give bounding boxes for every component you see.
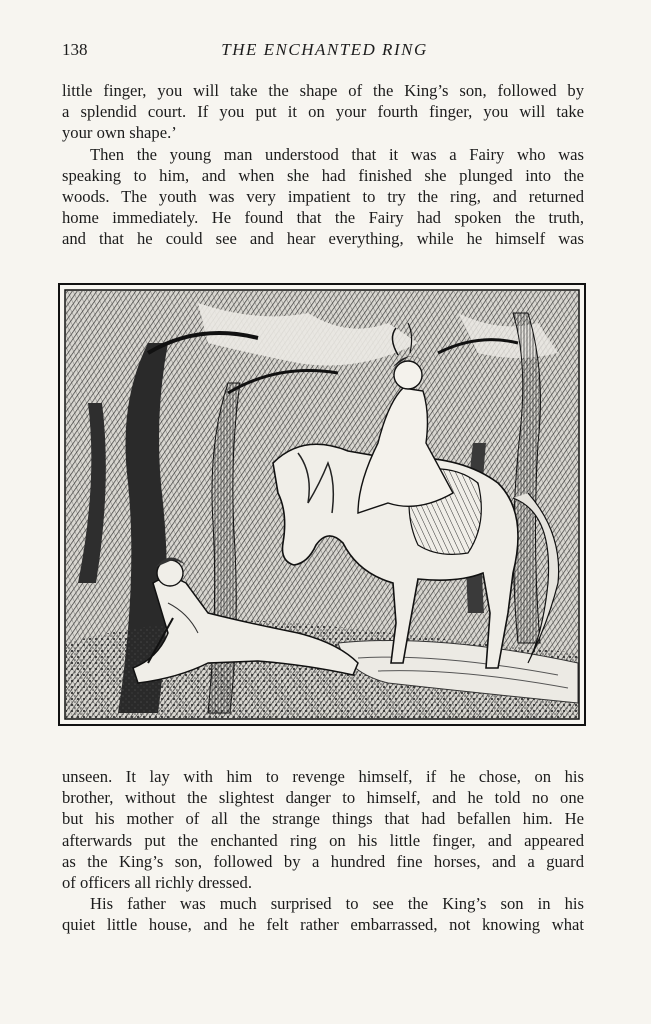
- engraving-image: [58, 283, 586, 726]
- paragraph: [62, 80, 584, 144]
- top-text-block: [62, 80, 584, 250]
- text-line: but his mother of all the strange things that had befallen him. He: [62, 809, 584, 829]
- paragraph: [62, 893, 584, 935]
- text-line: unseen. It lay with him to revenge himself, if he chose, on his: [62, 767, 584, 786]
- paragraph: [62, 766, 584, 893]
- running-title: THE ENCHANTED RING: [221, 40, 428, 59]
- text-line: home immediately. He found that the Fairy had spoken the truth,: [62, 208, 584, 228]
- text-line: a splendid court. If you put it on your fourth finger, you will take: [62, 102, 584, 122]
- text-line: little finger, you will take the shape of the King’s son, followed by: [62, 81, 584, 100]
- text-line: quiet little house, and he felt rather embarrassed, not knowing what: [62, 915, 584, 935]
- illustration: [58, 283, 586, 726]
- text-line: brother, without the slightest danger to himself, and he told no one: [62, 788, 584, 808]
- text-line: as the King’s son, followed by a hundred fine horses, and a guard: [62, 851, 584, 871]
- text-line: afterwards put the enchanted ring on his little finger, and appeared: [62, 830, 584, 850]
- text-line: speaking to him, and when she had finished she plunged into the: [62, 165, 584, 185]
- paragraph: [62, 144, 584, 250]
- text-line: Then the young man understood that it was a Fairy who was: [90, 144, 584, 164]
- text-line: and that he could see and hear everything, while he himself was: [62, 229, 584, 249]
- text-line: your own shape.’: [62, 123, 177, 143]
- page-header: [62, 40, 587, 66]
- page-number: 138: [62, 40, 88, 59]
- text-line: woods. The youth was very impatient to try the ring, and returned: [62, 187, 584, 207]
- bottom-text-block: [62, 766, 584, 936]
- text-line: of officers all richly dressed.: [62, 873, 252, 893]
- text-line: His father was much surprised to see the King’s son in his: [90, 894, 584, 914]
